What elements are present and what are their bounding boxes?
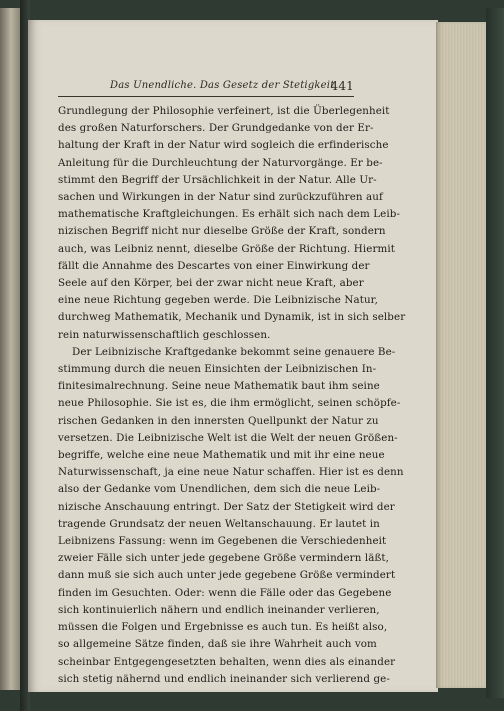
text-line: Naturwissenschaft, ja eine neue Natur schaffen. Hier ist es denn bbox=[58, 466, 404, 479]
text-line: nizische Anschauung entringt. Der Satz der Stetigkeit wird der bbox=[58, 500, 395, 513]
text-line: rein naturwissenschaftlich geschlossen. bbox=[58, 328, 271, 341]
text-line: eine neue Richtung gegeben werde. Die Leibnizische Natur, bbox=[58, 294, 378, 307]
text-line: sich stetig nähernd und endlich ineinander sich verlierend ge- bbox=[58, 672, 390, 685]
text-line: müssen die Folgen und Ergebnisse es auch tun. Es heißt also, bbox=[58, 621, 388, 634]
text-line: stimmung durch die neuen Einsichten der Leibnizischen In- bbox=[58, 363, 377, 376]
text-line: mathematische Kraftgleichungen. Es erhält sich nach dem Leib- bbox=[58, 208, 401, 221]
text-line: tragende Grundsatz der neuen Weltanschauung. Er lautet in bbox=[58, 517, 380, 530]
book-cover-edge bbox=[486, 8, 504, 698]
text-line: haltung der Kraft in der Natur wird sogleich die erfinderische bbox=[58, 139, 389, 152]
text-line: also der Gedanke vom Unendlichen, dem sich die neue Leib- bbox=[58, 483, 381, 496]
text-line: finden im Gesuchten. Oder: wenn die Fälle oder das Gegebene bbox=[58, 586, 392, 599]
text-line: Der Leibnizische Kraftgedanke bekommt seine genauere Be- bbox=[72, 345, 396, 358]
text-line: Grundlegung der Philosophie verfeinert, ist die Überlegenheit bbox=[58, 105, 390, 117]
text-line: versetzen. Die Leibnizische Welt ist die Welt der neuen Größen- bbox=[58, 431, 398, 444]
text-line: scheinbar Entgegengesetzten behalten, wenn dies als einander bbox=[58, 655, 396, 668]
text-line: sachen und Wirkungen in der Natur sind zurückzuführen auf bbox=[58, 191, 383, 204]
text-line: nizischen Begriff nicht nur dieselbe Größe der Kraft, sondern bbox=[58, 225, 386, 238]
text-line: dann muß sie sich auch unter jede gegebene Größe vermindert bbox=[58, 569, 396, 582]
text-line: stimmt den Begriff der Ursächlichkeit in der Natur. Alle Ur- bbox=[58, 173, 377, 186]
body-text bbox=[58, 103, 406, 688]
paragraph-2 bbox=[58, 344, 404, 688]
paragraph-1 bbox=[58, 103, 406, 344]
text-line: Leibnizens Fassung: wenn im Gegebenen die Verschiedenheit bbox=[58, 535, 387, 548]
running-title: Das Unendliche. Das Gesetz der Stetigkeit bbox=[110, 80, 335, 91]
text-line: Seele auf den Körper, bei der zwar nicht neue Kraft, aber bbox=[58, 277, 364, 290]
text-line: begriffe, welche eine neue Mathematik und mit ihr eine neue bbox=[58, 449, 385, 462]
text-line: rischen Gedanken in den innersten Quellpunkt der Natur zu bbox=[58, 414, 379, 427]
text-line: zweier Fälle sich unter jede gegebene Größe vermindern läßt, bbox=[58, 552, 390, 565]
header-rule bbox=[58, 96, 354, 97]
page-block-edges bbox=[436, 22, 486, 688]
text-line: sich kontinuierlich nähern und endlich ineinander verlieren, bbox=[58, 603, 380, 616]
running-head bbox=[58, 78, 354, 96]
facing-page-edge bbox=[0, 8, 20, 690]
text-line: durchweg Mathematik, Mechanik und Dynamik, ist in sich selber bbox=[58, 311, 406, 324]
text-line: finitesimalrechnung. Seine neue Mathematik baut ihm seine bbox=[58, 380, 380, 393]
page-number: 441 bbox=[330, 79, 354, 93]
text-line: so allgemeine Sätze finden, daß sie ihre Wahrheit auch vom bbox=[58, 638, 377, 651]
text-line: Anleitung für die Durchleuchtung der Naturvorgänge. Er be- bbox=[58, 156, 383, 169]
text-line: auch, was Leibniz nennt, dieselbe Größe der Richtung. Hiermit bbox=[58, 242, 395, 255]
text-line: neue Philosophie. Sie ist es, die ihm ermöglicht, seinen schöpfe- bbox=[58, 397, 401, 410]
text-line: fällt die Annahme des Descartes von einer Einwirkung der bbox=[58, 259, 370, 272]
text-line: des großen Naturforschers. Der Grundgedanke von der Er- bbox=[58, 122, 374, 135]
